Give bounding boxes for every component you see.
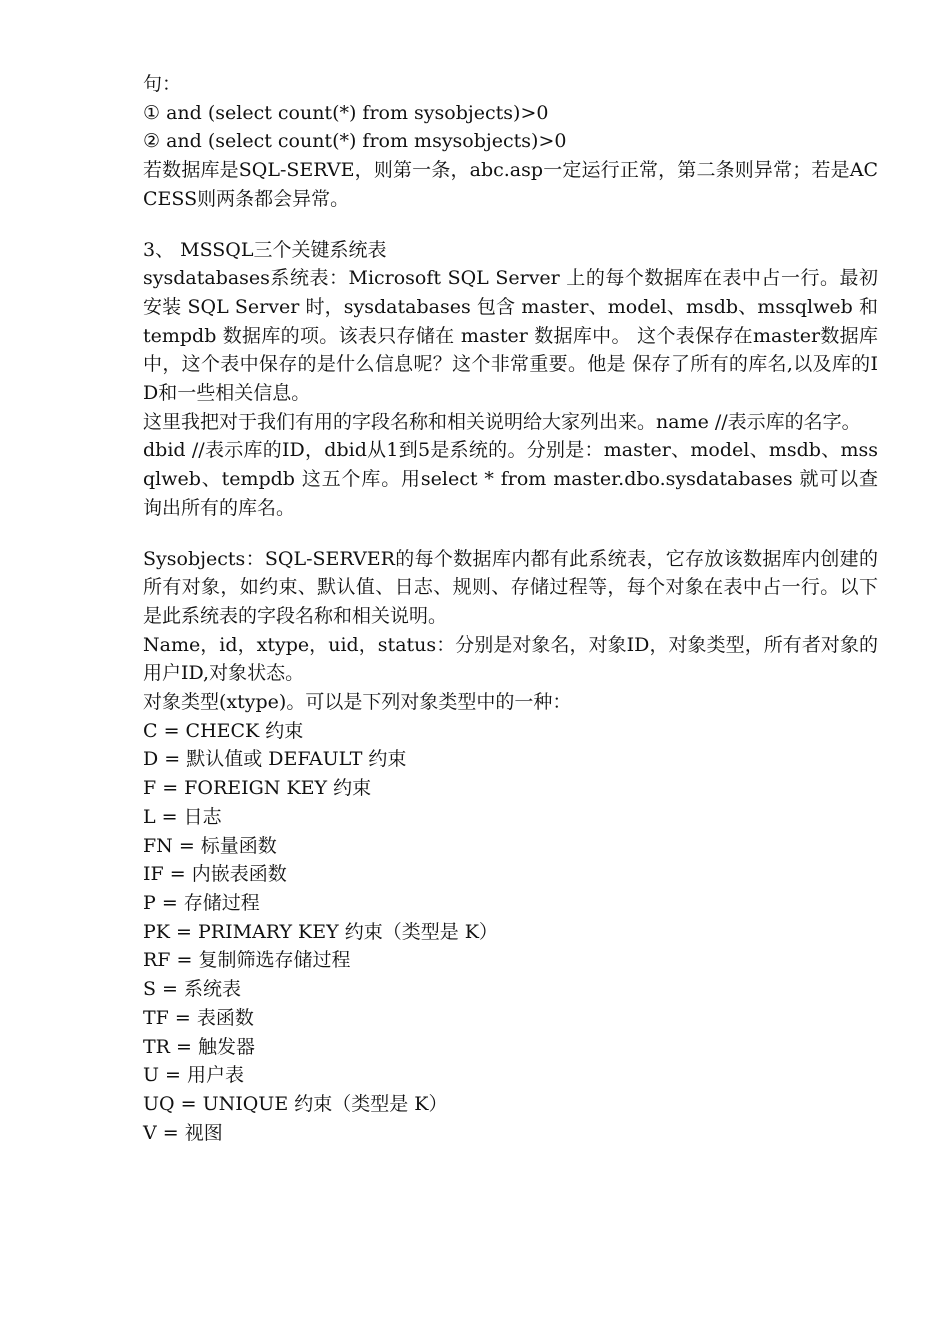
sysobjects-paragraph: Sysobjects：SQL-SERVER的每个数据库内都有此系统表，它存放该数据库内创建的所有对象，如约束、默认值、日志、规则、存储过程等，每个对象在表中占一行。以下是此系统表的字段名称和相关说明。 — [143, 547, 878, 627]
xtype-item: TR = 触发器 — [143, 1035, 255, 1058]
xtype-item: IF = 内嵌表函数 — [143, 863, 287, 886]
xtype-item: S = 系统表 — [143, 978, 242, 1001]
xtype-item: V = 视图 — [143, 1121, 223, 1144]
xtype-item: C = CHECK 约束 — [143, 719, 304, 742]
xtype-intro-line: 对象类型(xtype)。可以是下列对象类型中的一种： — [143, 691, 572, 714]
sysdatabases-paragraph: sysdatabases系统表：Microsoft SQL Server 上的每个数据库在表中占一行。最初安装 SQL Server 时，sysdatabases 包含 master、model、msdb、mssqlweb 和 tempdb 数据库的项。该表只存储在 master 数据库中。 这个表保存在master数据库中，这个表中保存的是什么信息呢？这个非常重要。他是 保存了所有的库名,以及库的ID和一些相关信息。 — [143, 267, 878, 405]
xtype-item: TF = 表函数 — [143, 1006, 254, 1029]
xtype-item: FN = 标量函数 — [143, 834, 277, 857]
xtype-item: D = 默认值或 DEFAULT 约束 — [143, 748, 407, 771]
document-page — [143, 70, 878, 1147]
xtype-item: PK = PRIMARY KEY 约束（类型是 K） — [143, 920, 498, 943]
xtype-item: L = 日志 — [143, 805, 222, 828]
xtype-item: UQ = UNIQUE 约束（类型是 K） — [143, 1092, 448, 1115]
fields-paragraph: 这里我把对于我们有用的字段名称和相关说明给大家列出来。name //表示库的名字。 — [143, 410, 861, 433]
check-msysobjects-line: ② and (select count(*) from msysobjects)>0 — [143, 130, 567, 153]
columns-paragraph: Name，id，xtype，uid，status：分别是对象名，对象ID，对象类型，所有者对象的用户ID,对象状态。 — [143, 633, 878, 685]
section-heading: 3、 MSSQL三个关键系统表 — [143, 238, 387, 261]
xtype-item: P = 存储过程 — [143, 891, 260, 914]
check-sysobjects-line: ① and (select count(*) from sysobjects)>0 — [143, 101, 549, 124]
result-paragraph: 若数据库是SQL-SERVE，则第一条，abc.asp一定运行正常，第二条则异常；若是ACCESS则两条都会异常。 — [143, 159, 878, 210]
xtype-item: F = FOREIGN KEY 约束 — [143, 777, 372, 800]
section-spacer — [143, 214, 878, 236]
intro-line: 句： — [143, 73, 182, 95]
xtype-item: RF = 复制筛选存储过程 — [143, 949, 351, 972]
xtype-item: U = 用户表 — [143, 1064, 245, 1087]
dbid-paragraph: dbid //表示库的ID，dbid从1到5是系统的。分别是：master、model、msdb、mssqlweb、tempdb 这五个库。用select * from master.dbo.sysdatabases 就可以查询出所有的库名。 — [143, 439, 878, 519]
section-spacer — [143, 523, 878, 545]
